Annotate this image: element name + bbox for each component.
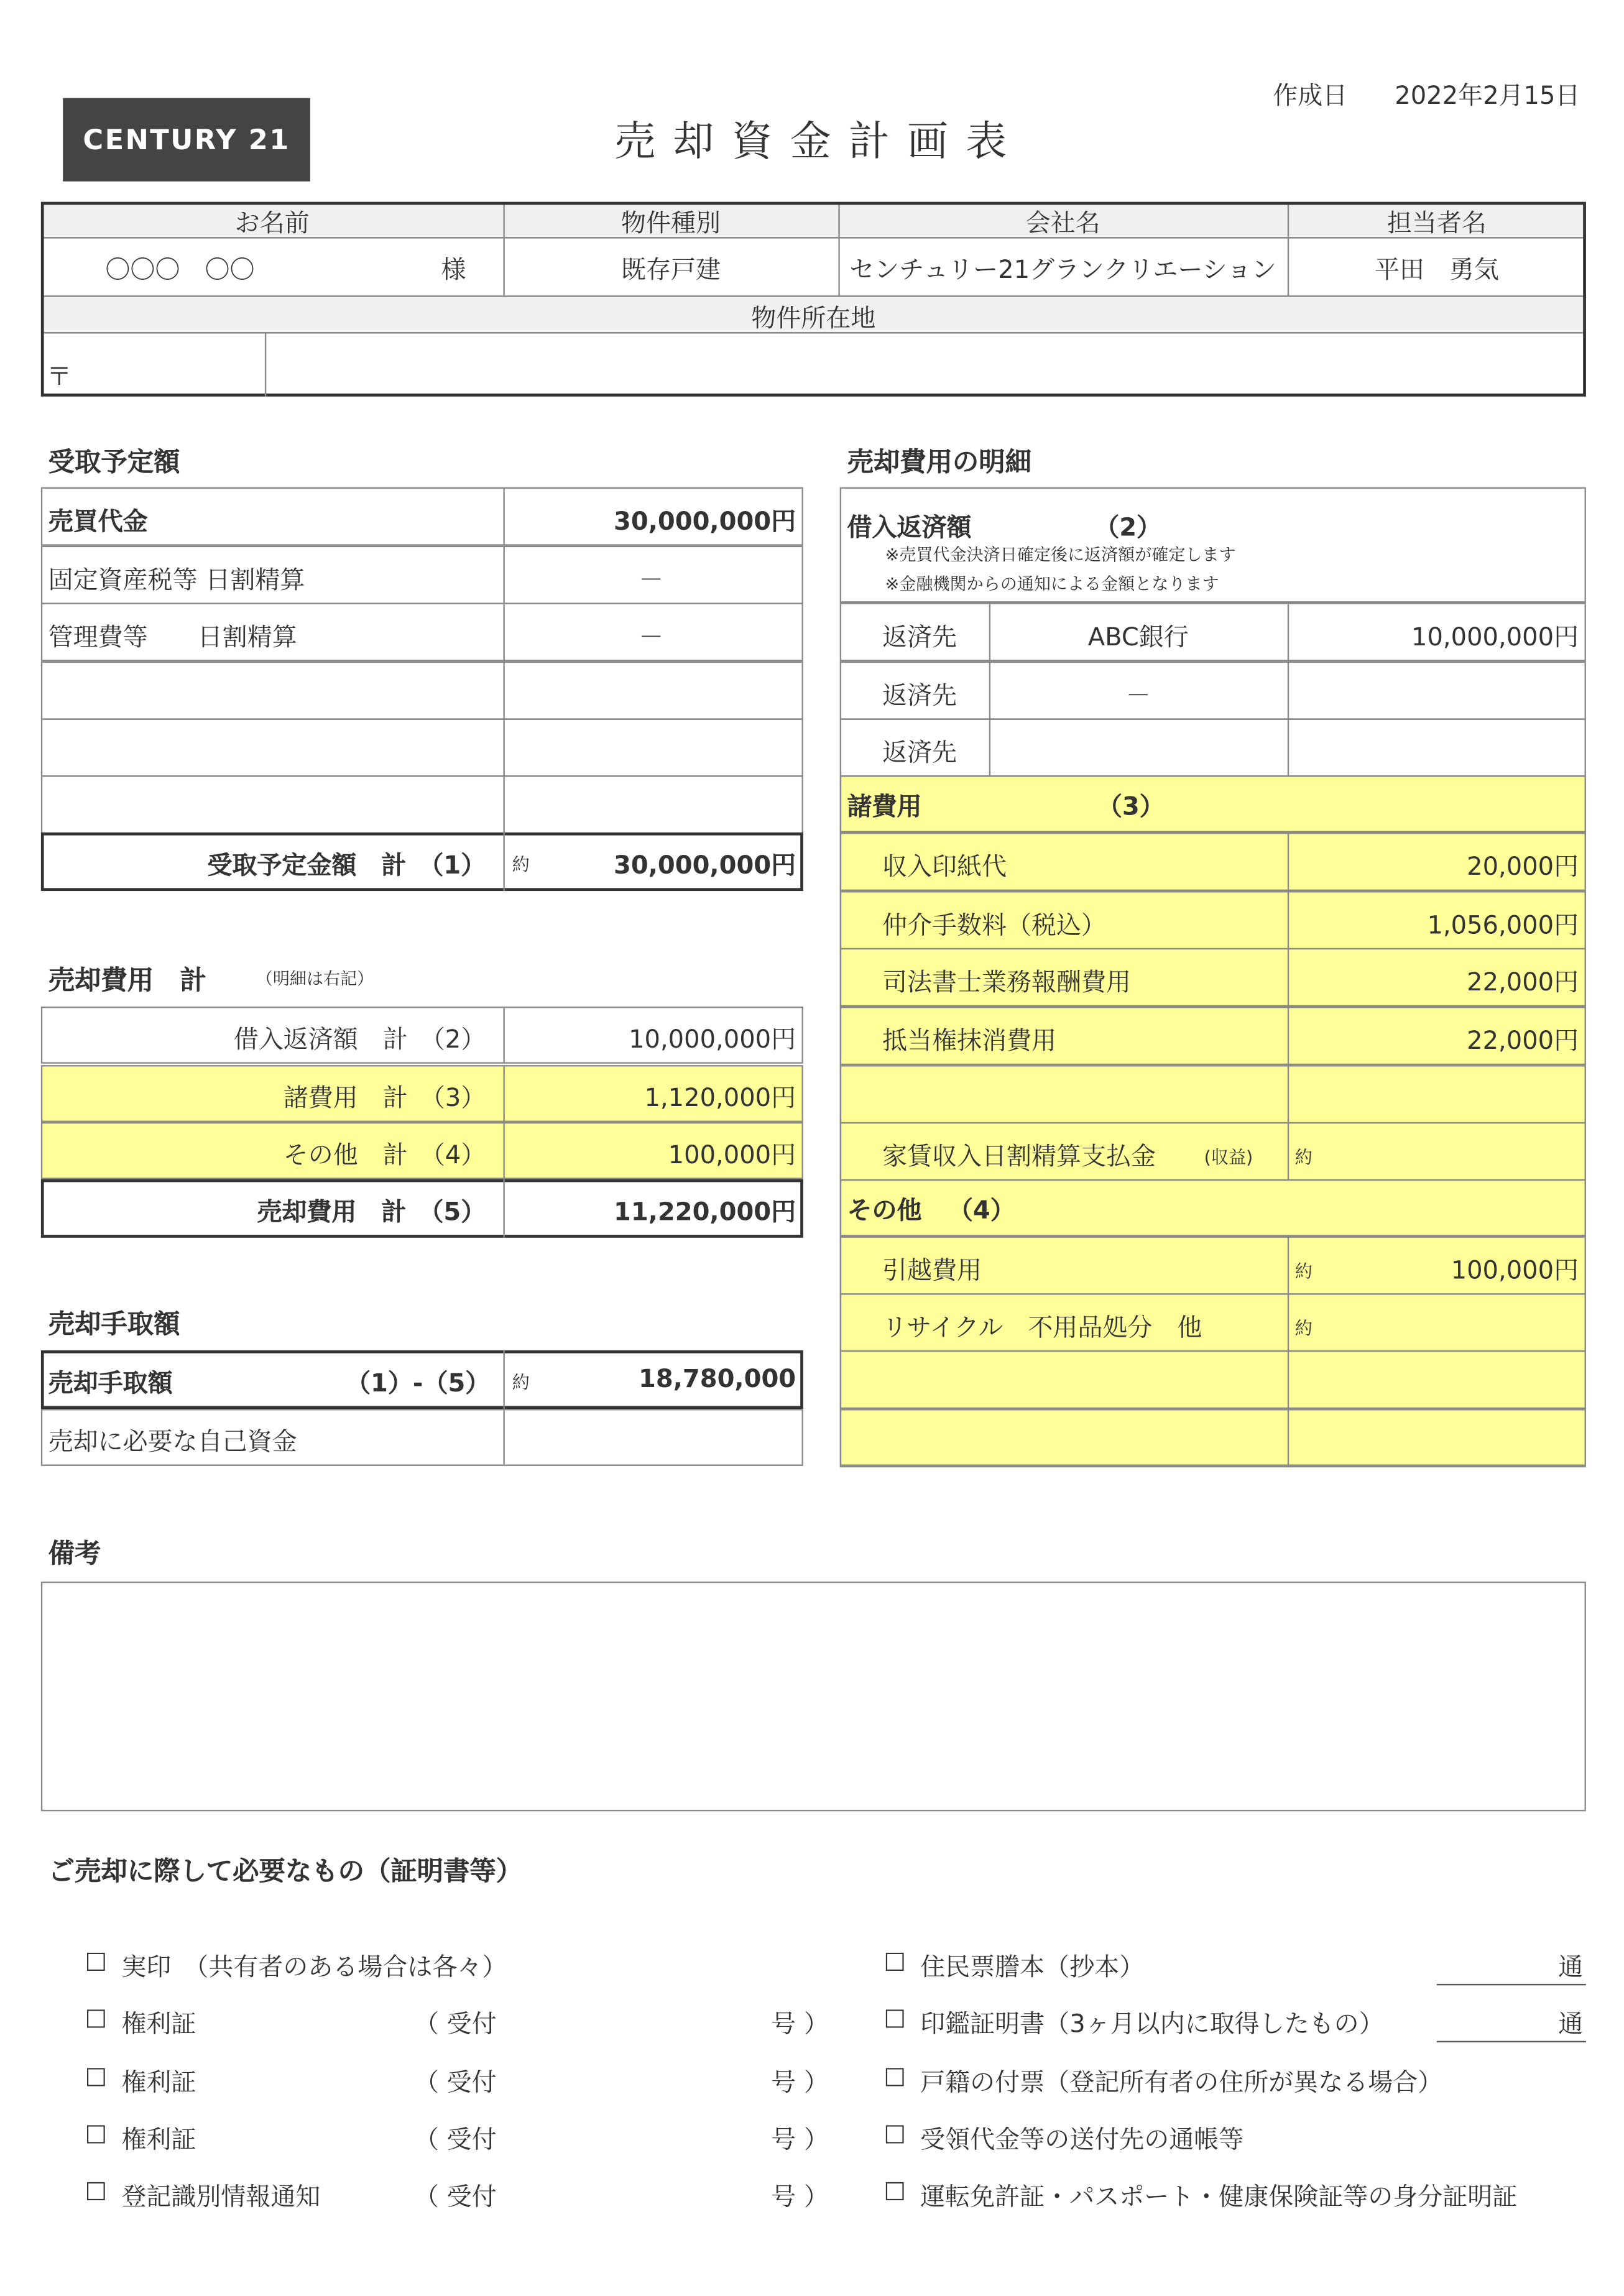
checkbox[interactable]: ☐	[85, 2178, 108, 2208]
required-right-label: 戸籍の付票（登記所有者の住所が異なる場合）	[920, 2068, 1443, 2098]
approx: 約	[512, 1372, 530, 1393]
loan-value[interactable]	[1291, 664, 1579, 719]
self-funds-input[interactable]	[505, 1410, 802, 1464]
loan-value[interactable]: 10,000,000円	[1411, 622, 1579, 652]
checkbox[interactable]: ☐	[85, 2121, 108, 2151]
approx: 約	[1294, 1317, 1313, 1339]
divider	[504, 832, 505, 891]
receipt-value[interactable]	[506, 664, 796, 719]
other-item-value[interactable]: 100,000円	[1451, 1256, 1579, 1286]
divider	[504, 546, 505, 604]
copies-label	[1521, 2117, 1583, 2155]
loan-value[interactable]	[1291, 721, 1579, 777]
costs-total-label: 売却費用 計 （5）	[257, 1197, 486, 1227]
loan-num: （2）	[1094, 512, 1162, 542]
net-title: 売却手取額	[48, 1309, 180, 1340]
info-header-0: お名前	[234, 209, 310, 239]
loan-bank[interactable]	[990, 721, 1286, 777]
misc-item-label: 抵当権抹消費用	[882, 1026, 1057, 1056]
misc-item-value[interactable]: 22,000円	[1467, 967, 1579, 997]
date-label: 作成日	[1273, 81, 1348, 111]
required-left-label: 権利証	[121, 2068, 196, 2098]
costs-value[interactable]: 100,000円	[668, 1140, 796, 1170]
remarks-box[interactable]	[41, 1582, 1586, 1811]
required-right-label: 印鑑証明書（3ヶ月以内に取得したもの）	[920, 2009, 1384, 2039]
misc-item-suffix: (収益)	[1204, 1146, 1253, 1167]
agent-name[interactable]: 平田 勇気	[1374, 256, 1499, 285]
receipt-value[interactable]: －	[639, 565, 664, 595]
receipt-label: （ 受付	[413, 2125, 497, 2155]
costs-label: その他 計 （4）	[283, 1140, 486, 1170]
property-type[interactable]: 既存戸建	[621, 256, 721, 285]
receipt-value[interactable]: －	[639, 622, 664, 652]
details-title: 売却費用の明細	[847, 448, 1032, 479]
receipt-label: （ 受付	[413, 2182, 497, 2211]
info-header-2: 会社名	[1025, 209, 1100, 239]
checkbox[interactable]: ☐	[884, 1948, 907, 1978]
required-left-label: 権利証	[121, 2125, 196, 2155]
checkbox[interactable]: ☐	[85, 1948, 108, 1978]
divider	[504, 718, 505, 777]
checkbox[interactable]: ☐	[884, 2006, 907, 2036]
loan-note: ※金融機関からの通知による金額となります	[885, 573, 1219, 594]
company-name[interactable]: センチュリー21グランクリエーション	[849, 256, 1276, 285]
divider	[504, 1122, 505, 1179]
receipt-value[interactable]	[506, 778, 796, 834]
divider	[504, 603, 505, 662]
divider	[1288, 603, 1289, 662]
loan-bank[interactable]: ABC銀行	[1087, 622, 1189, 652]
approx: 約	[1294, 1146, 1313, 1167]
receipt-label: 固定資産税等 日割精算	[48, 565, 305, 595]
divider	[1288, 718, 1289, 777]
required-left-label: 実印 （共有者のある場合は各々）	[121, 1952, 507, 1982]
number-label: 号 ）	[771, 2182, 829, 2211]
self-funds-label: 売却に必要な自己資金	[48, 1427, 297, 1457]
receipt-total-value[interactable]: 30,000,000円	[614, 851, 796, 880]
required-left-label: 登記識別情報通知	[121, 2182, 321, 2211]
number-label: 号 ）	[771, 2125, 829, 2155]
required-right-label: 受領代金等の送付先の通帳等	[920, 2125, 1244, 2155]
receipt-label	[48, 721, 502, 777]
net-label: 売却手取額	[48, 1368, 173, 1398]
address-header: 物件所在地	[751, 303, 876, 333]
receipt-label: 売買代金	[48, 507, 148, 537]
checkbox[interactable]: ☐	[85, 2064, 108, 2094]
net-formula: （1）-（5）	[346, 1368, 491, 1398]
misc-label: 諸費用	[847, 793, 922, 823]
copies-label	[1521, 2060, 1583, 2098]
divider	[504, 1179, 505, 1238]
honorific: 様	[441, 256, 466, 285]
date-value: 2022年2月15日	[1395, 81, 1580, 111]
other-item-label: 引越費用	[882, 1256, 982, 1286]
approx: 約	[512, 854, 530, 875]
copies-underline	[1437, 1984, 1586, 1985]
receipt-label	[48, 778, 502, 834]
divider	[504, 662, 505, 720]
misc-item-label: 司法書士業務報酬費用	[882, 967, 1132, 997]
costs-value[interactable]: 1,120,000円	[644, 1083, 796, 1113]
info-header-3: 担当者名	[1386, 209, 1487, 239]
receipt-label: （ 受付	[413, 2068, 497, 2098]
details-outer	[840, 775, 1586, 1466]
divider	[504, 487, 505, 546]
misc-item-value[interactable]: 1,056,000円	[1427, 910, 1579, 940]
loan-note: ※売買代金決済日確定後に返済額が確定します	[885, 544, 1236, 565]
receipt-title: 受取予定額	[48, 448, 180, 479]
remarks-title: 備考	[48, 1539, 101, 1570]
misc-item-value[interactable]: 20,000円	[1467, 852, 1579, 882]
receipt-value[interactable]: 30,000,000円	[614, 507, 796, 537]
receipt-label: 管理費等 日割精算	[48, 622, 297, 652]
other-item-label: リサイクル 不用品処分 他	[882, 1312, 1202, 1343]
checkbox[interactable]: ☐	[85, 2006, 108, 2036]
other-num: （4）	[948, 1196, 1015, 1226]
loan-payee-label: 返済先	[882, 681, 957, 711]
info-header-1: 物件種別	[621, 209, 721, 239]
costs-label: 借入返済額 計 （2）	[233, 1025, 486, 1054]
number-label: 号 ）	[771, 2068, 829, 2098]
checkbox[interactable]: ☐	[884, 2064, 907, 2094]
other-label: その他	[847, 1196, 922, 1226]
copies-label	[1521, 2174, 1583, 2212]
address-input[interactable]	[266, 334, 1583, 395]
misc-num: （3）	[1097, 793, 1165, 823]
customer-name[interactable]: 〇〇〇 〇〇	[105, 256, 255, 285]
postal-mark: 〒	[47, 362, 72, 392]
checkbox[interactable]: ☐	[884, 2178, 907, 2208]
costs-label: 諸費用 計 （3）	[283, 1083, 486, 1113]
receipt-value[interactable]	[506, 721, 796, 777]
required-right-label: 運転免許証・パスポート・健康保険証等の身分証明証	[920, 2182, 1518, 2211]
receipt-label: （ 受付	[413, 2009, 497, 2039]
divider	[1288, 662, 1289, 720]
divider	[504, 1065, 505, 1122]
approx: 約	[1294, 1260, 1313, 1281]
net-value[interactable]: 18,780,000	[639, 1365, 796, 1395]
misc-item-label: 家賃収入日割精算支払金	[882, 1141, 1156, 1171]
divider	[504, 775, 505, 834]
checkbox[interactable]: ☐	[884, 2121, 907, 2151]
copies-label: 通	[1558, 1952, 1584, 1982]
copies-underline	[1437, 2041, 1586, 2042]
loan-payee-label: 返済先	[882, 738, 957, 768]
required-left-label: 権利証	[121, 2009, 196, 2039]
costs-value[interactable]: 10,000,000円	[629, 1025, 796, 1054]
receipt-total-label: 受取予定金額 計 （1）	[207, 851, 486, 880]
loan-payee-label: 返済先	[882, 622, 957, 652]
divider	[504, 1007, 505, 1064]
receipt-label	[414, 1944, 531, 1982]
copies-label: 通	[1558, 2009, 1584, 2039]
page-title: 売却資金計画表	[614, 117, 1025, 165]
receipt-label	[48, 664, 502, 719]
number-label	[771, 1944, 844, 1982]
loan-bank[interactable]: －	[1125, 681, 1151, 711]
required-title: ご売却に際して必要なもの（証明書等）	[48, 1856, 523, 1888]
number-label: 号 ）	[771, 2009, 829, 2039]
required-right-label: 住民票謄本（抄本）	[920, 1952, 1145, 1982]
misc-item-label: 仲介手数料（税込）	[882, 910, 1107, 940]
century21-logo: CENTURY 21	[63, 98, 310, 182]
costs-title: 売却費用 計	[48, 966, 206, 997]
costs-note: （明細は右記）	[256, 968, 374, 989]
costs-total-value[interactable]: 11,220,000円	[614, 1197, 796, 1227]
loan-label: 借入返済額	[847, 512, 972, 542]
misc-item-label: 収入印紙代	[882, 852, 1007, 882]
misc-item-value[interactable]: 22,000円	[1467, 1026, 1579, 1056]
divider	[504, 1350, 505, 1409]
